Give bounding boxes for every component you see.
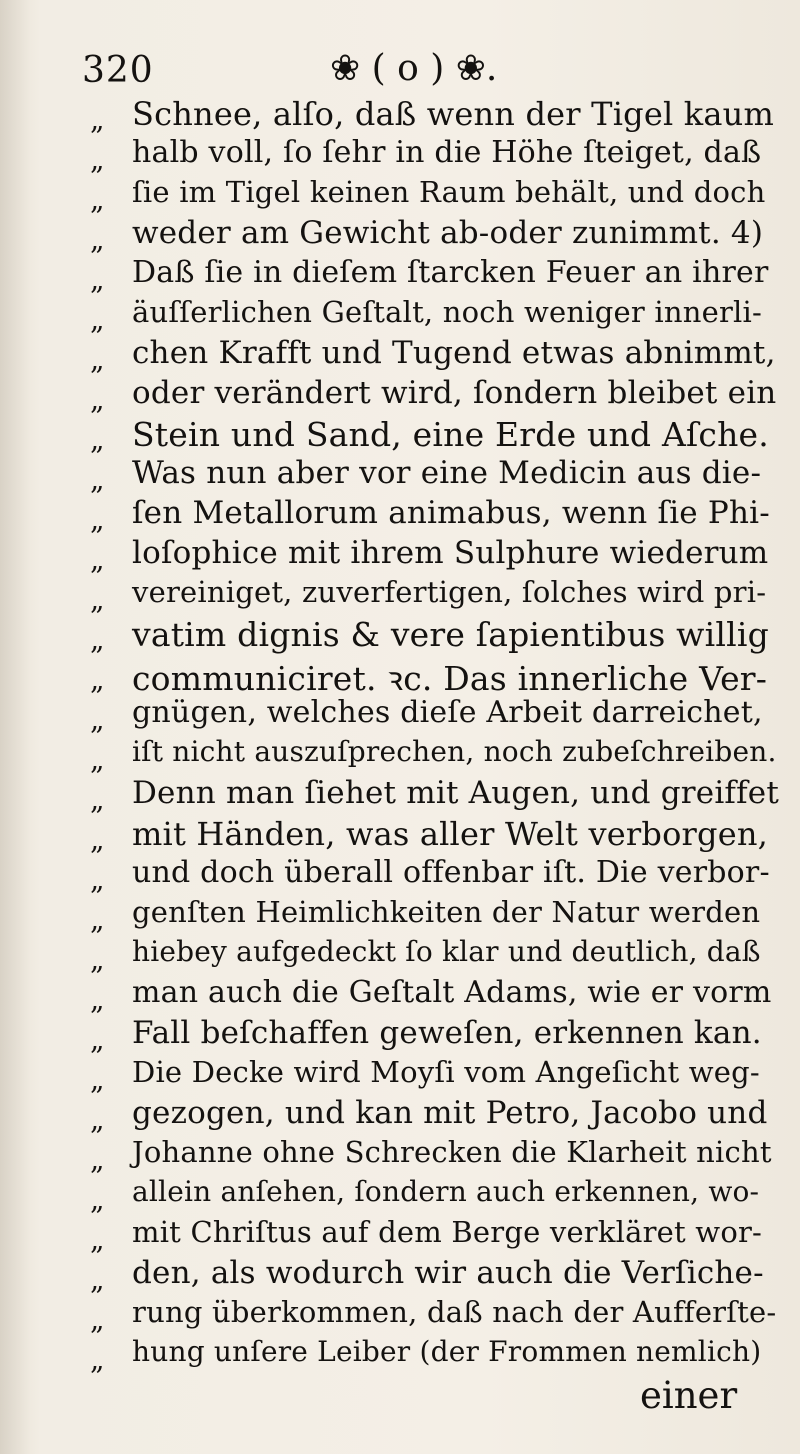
line-text: man auch die Geſtalt Adams, wie er vorm: [132, 975, 772, 1010]
quote-mark: „: [90, 783, 105, 816]
line-text: äuſſerlichen Geſtalt, noch weniger innerli-: [132, 295, 762, 329]
quote-mark: „: [90, 423, 105, 456]
quote-mark: „: [90, 343, 105, 376]
line-text: mit Chriſtus auf dem Berge verkläret wor-: [132, 1215, 763, 1249]
quote-mark: „: [90, 743, 105, 776]
quote-mark: „: [90, 1263, 105, 1296]
line-text: weder am Gewicht ab-oder zunimmt. 4): [132, 215, 764, 251]
quote-mark: „: [90, 943, 105, 976]
line-text: vereiniget, zuverfertigen, ſolches wird pri-: [132, 575, 767, 609]
line-text: und doch überall offenbar iſt. Die verbor-: [132, 855, 770, 890]
line-text: hiebey aufgedeckt ſo klar und deutlich, daß: [132, 935, 761, 968]
line-text: chen Krafft und Tugend etwas abnimmt,: [132, 335, 776, 371]
line-text: iſt nicht auszuſprechen, noch zubeſchreiben.: [132, 735, 777, 768]
quote-mark: „: [90, 1143, 105, 1176]
quote-mark: „: [90, 1063, 105, 1096]
line-text: gezogen, und kan mit Petro, Jacobo und: [132, 1095, 768, 1131]
quote-mark: „: [90, 1023, 105, 1056]
line-text: ſen Metallorum animabus, wenn ſie Phi-: [132, 495, 770, 531]
line-text: halb voll, ſo ſehr in die Höhe ſteiget, daß: [132, 135, 762, 170]
line-text: oder verändert wird, ſondern bleibet ein: [132, 375, 777, 411]
line-text: Fall beſchaffen geweſen, erkennen kan.: [132, 1015, 762, 1051]
line-text: Daß ſie in dieſem ſtarcken Feuer an ihrer: [132, 255, 769, 290]
running-head-ornament: ❀ ( o ) ❀.: [330, 48, 498, 89]
quote-mark: „: [90, 463, 105, 496]
line-text: communiciret. ꝛc. Das innerliche Ver-: [132, 659, 768, 698]
quote-mark: „: [90, 703, 105, 736]
quote-mark: „: [90, 143, 105, 176]
quote-mark: „: [90, 543, 105, 576]
line-text: Stein und Sand, eine Erde und Aſche.: [132, 415, 769, 454]
quote-mark: „: [90, 863, 105, 896]
line-text: den, als wodurch wir auch die Verſiche-: [132, 1255, 764, 1291]
line-text: Denn man ſiehet mit Augen, und greiffet: [132, 775, 779, 811]
quote-mark: „: [90, 1183, 105, 1216]
line-text: ſie im Tigel keinen Raum behält, und doch: [132, 175, 766, 209]
quote-mark: „: [90, 1103, 105, 1136]
quote-mark: „: [90, 583, 105, 616]
line-text: Johanne ohne Schrecken die Klarheit nicht: [132, 1135, 772, 1169]
line-text: Was nun aber vor eine Medicin aus die-: [132, 455, 762, 491]
catchword: einer: [640, 1374, 738, 1417]
line-text: mit Händen, was aller Welt verborgen,: [132, 815, 769, 853]
quote-mark: „: [90, 263, 105, 296]
quote-mark: „: [90, 663, 105, 696]
quote-mark: „: [90, 903, 105, 936]
quote-mark: „: [90, 383, 105, 416]
quote-mark: „: [90, 623, 105, 656]
line-text: Schnee, alſo, daß wenn der Tigel kaum: [132, 95, 774, 133]
line-text: Die Decke wird Moyſi vom Angeſicht weg-: [132, 1055, 760, 1089]
line-text: rung überkommen, daß nach der Aufferſte-: [132, 1295, 777, 1329]
page-header: [0, 48, 800, 98]
page-number: 320: [82, 50, 154, 91]
line-text: allein anſehen, ſondern auch erkennen, wo-: [132, 1175, 760, 1208]
line-text: gnügen, welches dieſe Arbeit darreichet,: [132, 695, 763, 730]
quote-mark: „: [90, 223, 105, 256]
line-text: genſten Heimlichkeiten der Natur werden: [132, 895, 761, 929]
quote-mark: „: [90, 983, 105, 1016]
quote-mark: „: [90, 103, 105, 136]
quote-mark: „: [90, 1303, 105, 1336]
quote-mark: „: [90, 503, 105, 536]
quote-mark: „: [90, 823, 105, 856]
quote-mark: „: [90, 1223, 105, 1256]
quote-mark: „: [90, 1343, 105, 1376]
line-text: loſophice mit ihrem Sulphure wiederum: [132, 535, 769, 571]
quote-mark: „: [90, 183, 105, 216]
line-text: vatim dignis & vere ſapientibus willig: [132, 615, 769, 654]
line-text: hung unſere Leiber (der Frommen nemlich): [132, 1335, 762, 1368]
quote-mark: „: [90, 303, 105, 336]
